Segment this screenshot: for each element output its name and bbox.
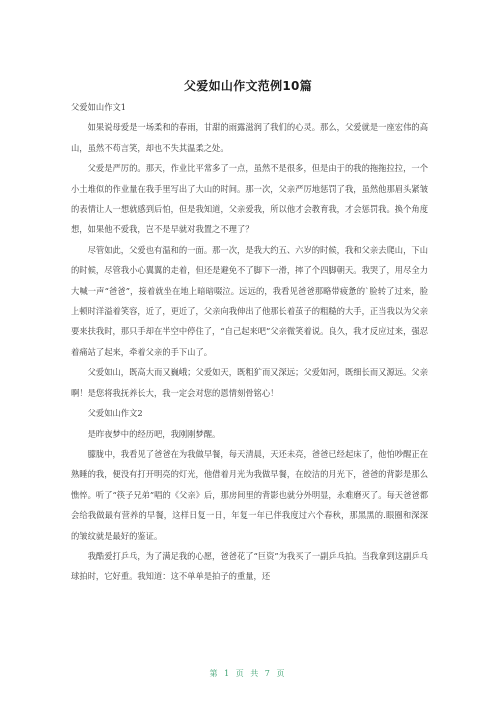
paragraph: 父爱如山，既高大而又巍峨；父爱如天，既粗犷而又深远；父爱如河，既细长而又源远。父亲啊！是您将我抚养长大，我一定会对您的恩情刻骨铭心！ [71,367,428,398]
page-title: 父爱如山作文范例10篇 [184,79,312,93]
section-heading: 父爱如山作文1 [71,102,127,112]
paragraph: 我酷爱打乒乓，为了满足我的心愿，爸爸花了“巨资”为我买了一副乒乓拍。当我拿到这副乒乓球拍时，它好重。我知道：这不单单是拍子的重量，还 [71,550,428,582]
document-body [71,97,428,587]
paragraph: 父爱是严厉的。那天，作业比平常多了一点，虽然不是很多，但是由于的我的拖拖拉拉，一个小土堆似的作业量在我手里写出了大山的时间。那一次，父亲严厉地惩罚了我，虽然他那眉头紧皱的表情让人一想就感到后怕，但是我知道，父亲爱我，所以他才会教育我，才会惩罚我。换个角度想，如果他不爱我，岂不是早就对我置之不理了？ [71,163,428,235]
paragraph: 是昨夜梦中的经历吧，我刚刚梦醒。 [87,428,221,439]
page-number-footer: 第 1 页 共 7 页 [209,669,287,678]
paragraph: 如果说母爱是一场柔和的春雨，甘甜的雨露滋润了我们的心灵。那么，父爱就是一座宏伟的高山，虽然不苟言笑，却也不失其温柔之处。 [71,122,428,153]
section-heading: 父爱如山作文2 [87,408,143,419]
paragraph: 尽管如此，父爱也有温和的一面。那一次，是我大约五、六岁的时候，我和父亲去爬山，下山的时候，尽管我小心翼翼的走着，但还是避免不了脚下一滑，摔了个四脚朝天。我哭了，用尽全力大喊一声“爸爸”，接着就坐在地上暗暗啜泣。远远的，我看见爸爸那略带疲惫的`脸转了过来，脸上顿时洋溢着笑容，近了，更近了，父亲向我伸出了他那长着茧子的粗糙的大手，正当我以为父亲要来扶我时，那只手却在半空中停住了，“自己起来吧”父亲微笑着说。良久，我才反应过来，强忍着痛站了起来，牵着父亲的手下山了。 [71,244,428,357]
paragraph: 朦胧中，我看见了爸爸在为我做早餐，每天清晨，天还未亮，爸爸已经起床了，他怕吵醒正在熟睡的我，便没有打开明亮的灯光，他借着月光为我做早餐，在皎洁的月光下，爸爸的背影是那么憔悴。听了“筷子兄弟”唱的《父亲》后，那房间里的背影也就分外明显，永难磨灭了。每天爸爸都会给我做最有营养的早餐，这样日复一日，年复一年已伴我度过六个春秋，那黑黑的.眼圈和深深的皱纹就是最好的鉴证。 [71,448,428,541]
